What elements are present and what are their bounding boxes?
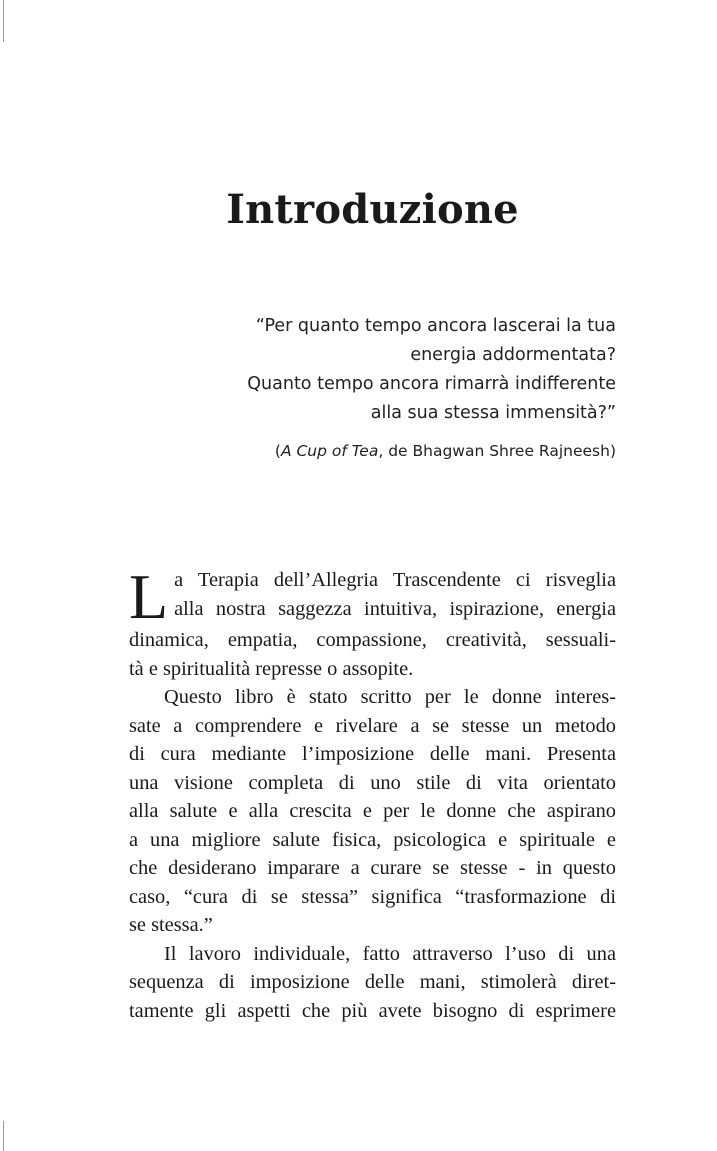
text-line: a Terapia dell’Allegria Trascendente ci risveglia	[174, 569, 616, 591]
text-line: di cura mediante l’imposizione delle mani. Presenta	[129, 743, 616, 765]
epigraph-citation	[176, 442, 616, 460]
text-line: che desiderano imparare a curare se stesse - in questo	[129, 857, 616, 879]
epigraph-line: alla sua stessa immensità?”	[370, 403, 616, 423]
text-line: dinamica, empatia, compassione, creatività, sessuali-	[129, 629, 616, 651]
text-line: alla salute e alla crescita e per le donne che aspirano	[129, 800, 616, 822]
text-line: sequenza di imposizione delle mani, stimolerà diret-	[129, 971, 616, 993]
text-line: caso, “cura di se stessa” significa “trasformazione di	[129, 885, 616, 908]
citation-title: A Cup of Tea	[280, 442, 379, 460]
text-line: alla nostra saggezza intuitiva, ispirazione, energia	[174, 597, 616, 620]
drop-cap-lines	[174, 566, 616, 623]
citation-open: (	[274, 442, 281, 460]
text-line: tamente gli aspetti che più avete bisogno di esprimere	[129, 999, 616, 1022]
text-line: tà e spiritualità represse o assopite.	[129, 657, 414, 680]
text-line: sate a comprendere e rivelare a se stesse un metodo	[129, 714, 616, 737]
epigraph	[196, 312, 616, 428]
drop-cap: L	[129, 561, 169, 632]
epigraph-line: “Per quanto tempo ancora lascerai la tua	[255, 316, 616, 336]
text-line: Il lavoro individuale, fatto attraverso l’uso di una	[164, 942, 616, 965]
epigraph-line: Quanto tempo ancora rimarrà indifferente	[247, 374, 616, 394]
paragraph-2	[129, 683, 616, 940]
crop-mark-bottom	[3, 1121, 4, 1151]
body-text	[129, 561, 616, 1025]
text-line: a una migliore salute fisica, psicologica e spirituale e	[129, 828, 616, 851]
chapter-title: Introduzione	[226, 186, 519, 233]
text-line: Questo libro è stato scritto per le donne interes-	[164, 686, 616, 708]
paragraph-1	[129, 561, 616, 683]
text-line: se stessa.”	[129, 914, 213, 936]
epigraph-line: energia addormentata?	[410, 345, 616, 365]
crop-mark-top	[3, 0, 4, 42]
citation-author: , de Bhagwan Shree Rajneesh)	[378, 442, 616, 460]
paragraph-3	[129, 940, 616, 1026]
text-line: una visione completa di uno stile di vita orientato	[129, 771, 616, 794]
